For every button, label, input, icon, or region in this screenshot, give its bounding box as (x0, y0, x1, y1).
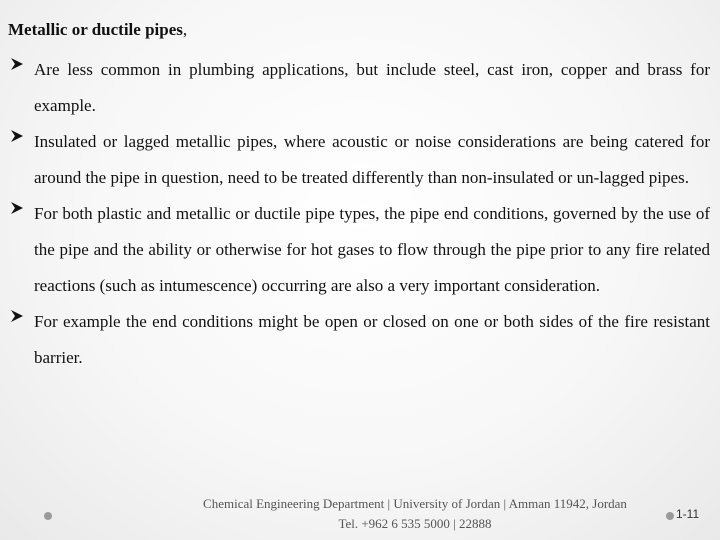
slide-heading (8, 18, 187, 42)
bullet-item (10, 196, 710, 304)
arrowhead-bullet-icon (10, 129, 24, 143)
slide-number: 1-11 (676, 507, 700, 521)
arrowhead-bullet-icon (10, 201, 24, 215)
footer-line-department: Chemical Engineering Department | University of Jordan | Amman 11942, Jordan (203, 496, 627, 511)
bullet-item (10, 124, 710, 196)
footer-dot-right (666, 512, 674, 520)
arrowhead-bullet-icon (10, 309, 24, 323)
bullet-text: For both plastic and metallic or ductile pipe types, the pipe end conditions, governed by the use of the pipe and the ability or otherwise for hot gases to flow through the pipe prior to any fire related reactions (such as intumescence) occurring are also a very important consideration. (34, 204, 710, 295)
bullet-list (10, 52, 710, 376)
footer-dot-left (44, 512, 52, 520)
bullet-item (10, 52, 710, 124)
bullet-text: Are less common in plumbing applications, but include steel, cast iron, copper and brass for example. (34, 60, 710, 115)
slide-footer (170, 494, 660, 534)
bullet-item (10, 304, 710, 376)
bullet-text: Insulated or lagged metallic pipes, where acoustic or noise considerations are being catered for around the pipe in question, need to be treated differently than non-insulated or un-lagged pipes. (34, 132, 710, 187)
footer-line-phone: Tel. +962 6 535 5000 | 22888 (338, 516, 492, 531)
bullet-text: For example the end conditions might be open or closed on one or both sides of the fire resistant barrier. (34, 312, 710, 367)
arrowhead-bullet-icon (10, 57, 24, 71)
heading-suffix: , (182, 20, 188, 39)
heading-bold: Metallic or ductile pipes (8, 20, 183, 39)
